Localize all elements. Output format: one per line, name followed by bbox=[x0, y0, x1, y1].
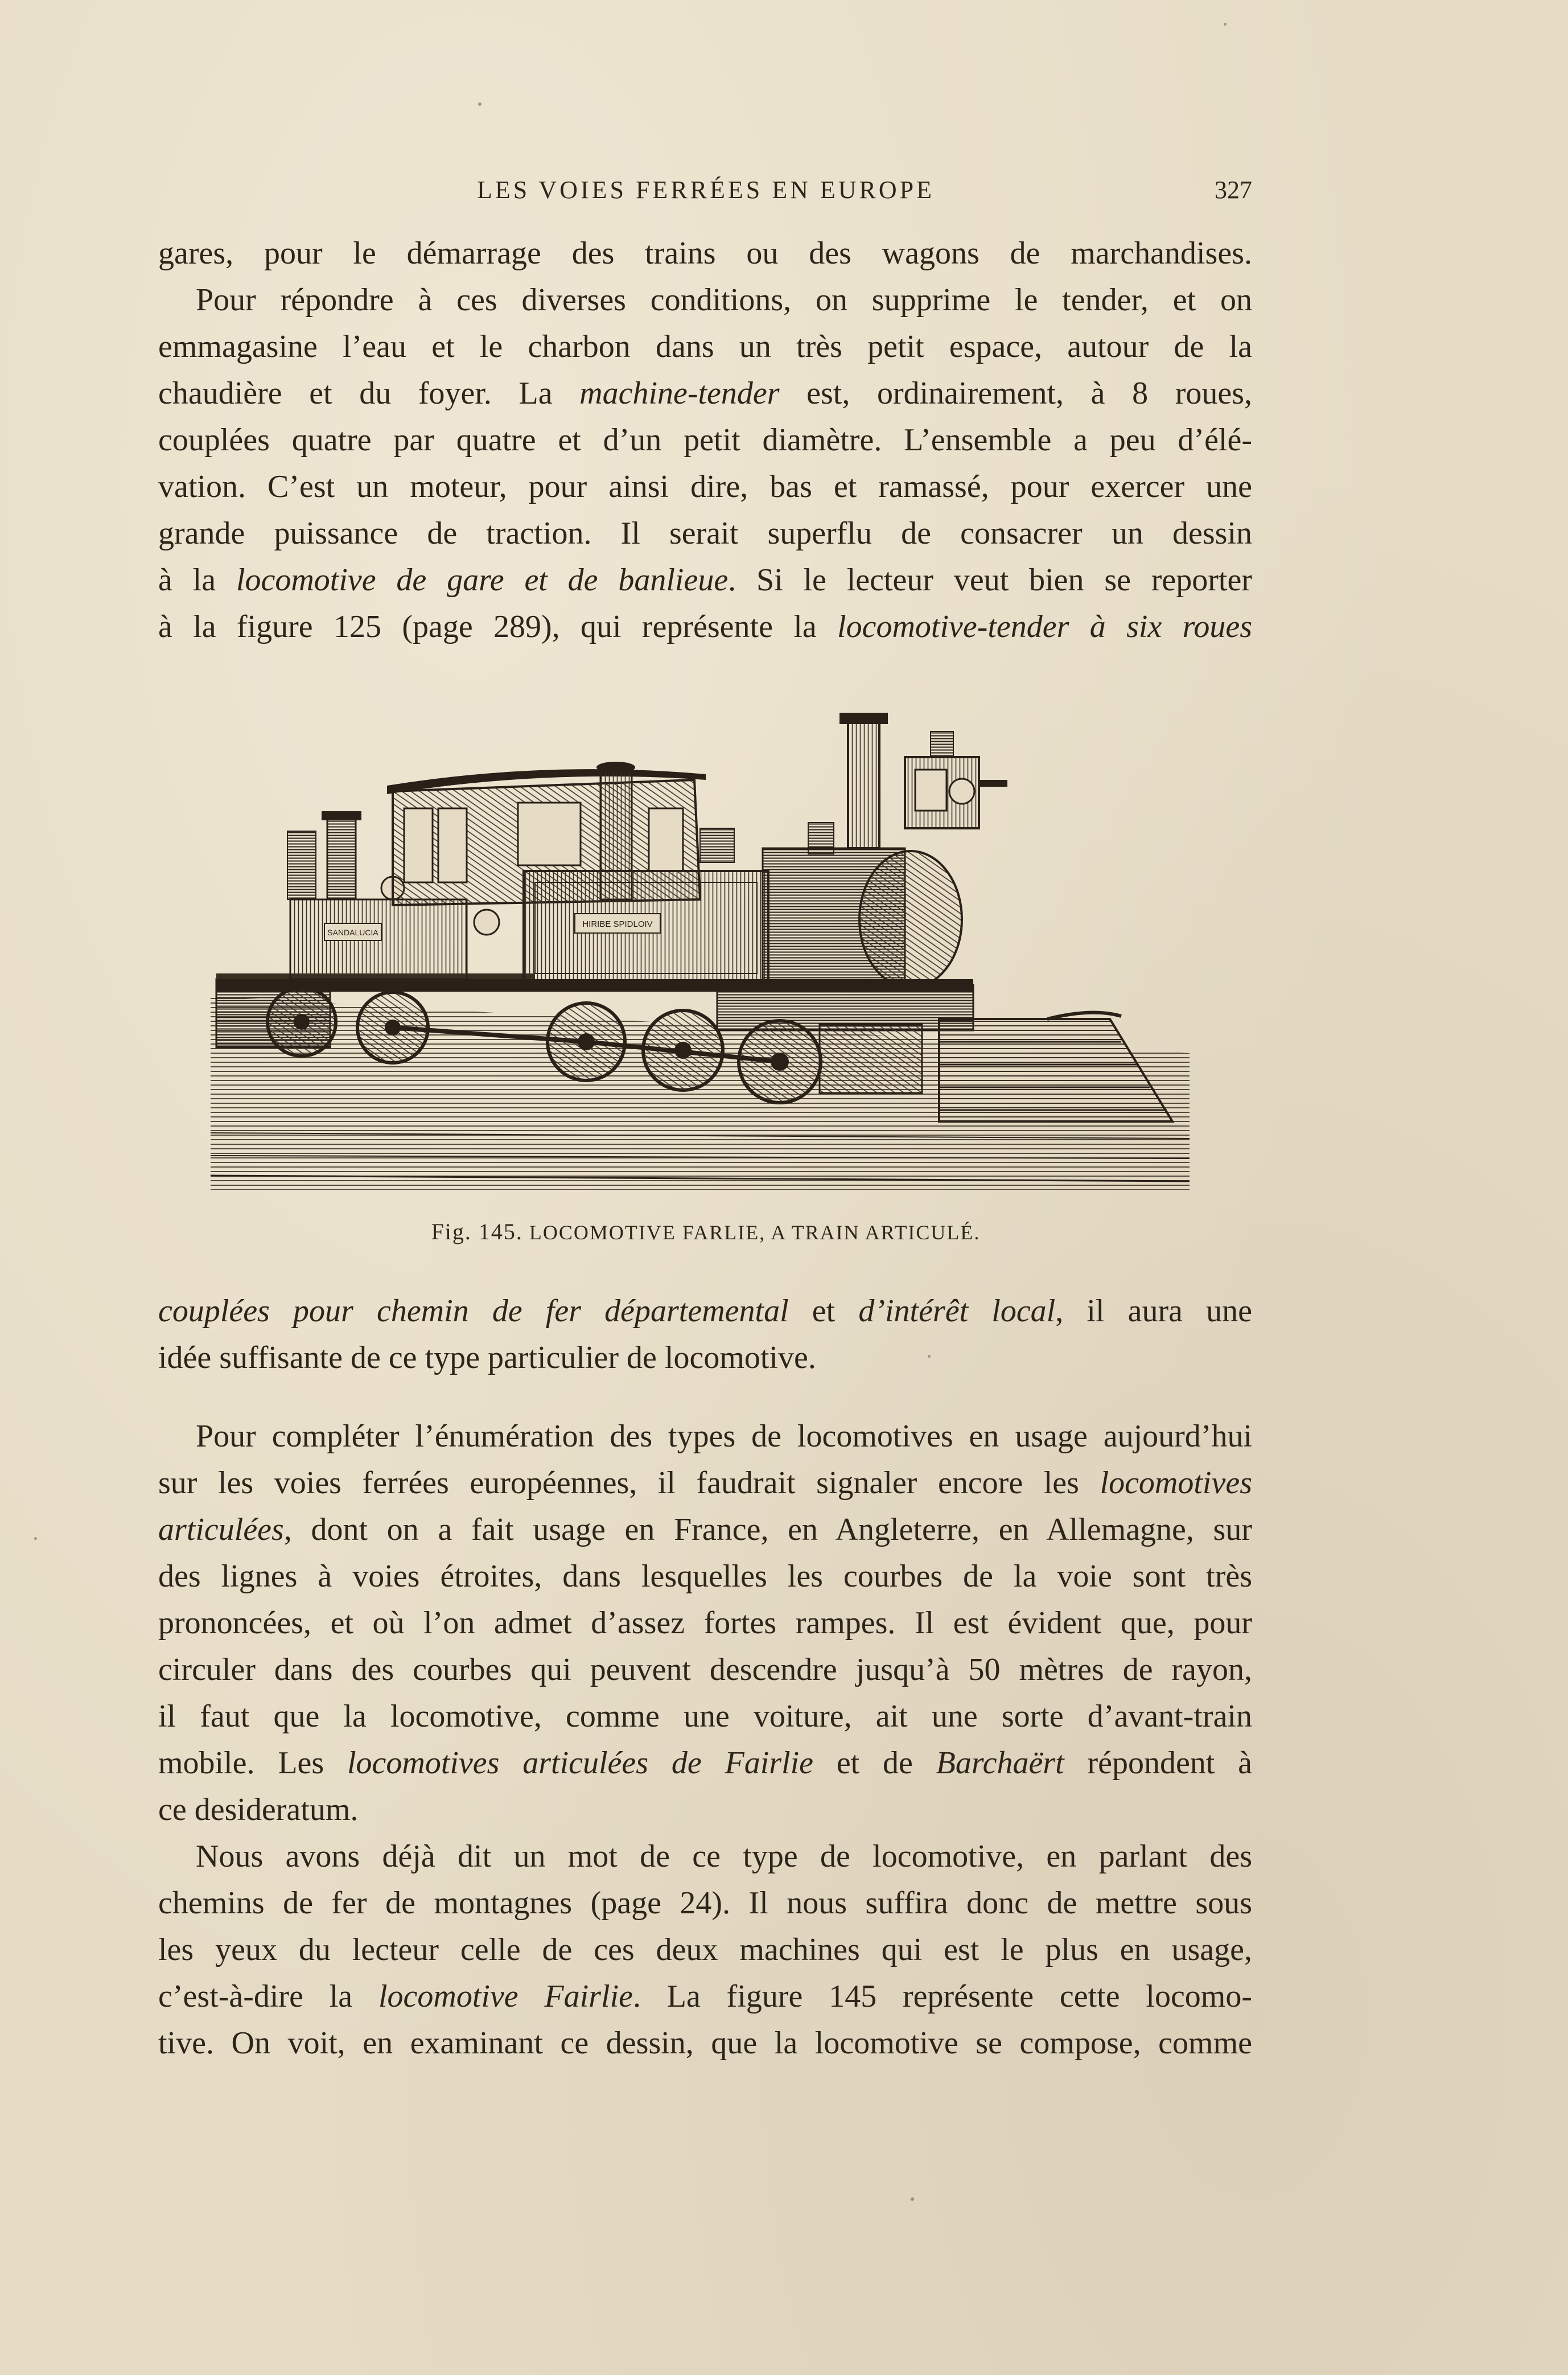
italic-text: locomotive-tender à six roues bbox=[837, 609, 1252, 644]
plate-right: HIRIBE SPIDLOIV bbox=[582, 919, 653, 929]
text-line: tive. On voit, en examinant ce dessin, que la locomotive se compose, comme bbox=[158, 2025, 1252, 2061]
roman-text: répondent à bbox=[1064, 1745, 1253, 1781]
text-line bbox=[158, 1288, 1252, 1334]
text-line: les yeux du lecteur celle de ces deux machines qui est le plus en usage, bbox=[158, 1932, 1252, 1967]
roman-text: est, ordinairement, à 8 roues, bbox=[779, 376, 1252, 411]
italic-text: locomotive Fairlie bbox=[378, 1979, 633, 2014]
text-line: emmagasine l’eau et le charbon dans un très petit espace, autour de la bbox=[158, 329, 1252, 364]
text-line: ce desideratum. bbox=[158, 1792, 359, 1827]
page-number: 327 bbox=[1215, 176, 1252, 204]
text-line bbox=[158, 1740, 1252, 1786]
running-head bbox=[159, 171, 1252, 216]
text-line: vation. C’est un moteur, pour ainsi dire, bas et ramassé, pour exercer une bbox=[158, 469, 1252, 504]
roman-text: , il aura une bbox=[1055, 1293, 1252, 1329]
caption-text: LOCOMOTIVE FARLIE, A TRAIN ARTICULÉ. bbox=[529, 1221, 981, 1244]
italic-text: locomotives bbox=[1100, 1465, 1252, 1501]
text-line bbox=[158, 557, 1252, 603]
italic-text: machine-tender bbox=[579, 376, 780, 411]
text-line bbox=[158, 1460, 1252, 1506]
text-line: gares, pour le démarrage des trains ou des wagons de marchandises. bbox=[158, 236, 1252, 271]
wheel bbox=[267, 988, 336, 1056]
roman-text: et bbox=[788, 1293, 859, 1329]
text-line: des lignes à voies étroites, dans lesquelles les courbes de la voie sont très bbox=[158, 1559, 1252, 1594]
italic-text: locomotives articulées de Fairlie bbox=[347, 1745, 814, 1781]
paper-speck bbox=[34, 1537, 37, 1540]
running-title: LES VOIES FERRÉES EN EUROPE bbox=[476, 176, 935, 204]
italic-text: locomotive de gare et de banlieue bbox=[236, 562, 729, 598]
paper-speck bbox=[928, 1355, 931, 1358]
headlamp bbox=[905, 732, 1007, 828]
roman-text: sur les voies ferrées européennes, il faudrait signaler encore les bbox=[158, 1465, 1100, 1501]
italic-text: couplées pour chemin de fer départemental bbox=[158, 1293, 789, 1329]
roman-text: à la bbox=[158, 562, 236, 598]
roman-text: à la figure 125 (page 289), qui représente la bbox=[158, 609, 838, 644]
plate-left: SANDALUCIA bbox=[327, 928, 378, 937]
text-line: Pour répondre à ces diverses conditions, on supprime le tender, et on bbox=[196, 282, 1252, 318]
paper-speck bbox=[1224, 23, 1227, 26]
text-line bbox=[158, 1506, 1252, 1553]
roman-text: , dont on a fait usage en France, en Angleterre, en Allemagne, sur bbox=[283, 1512, 1252, 1547]
roman-text: chaudière et du foyer. La bbox=[158, 376, 580, 411]
paper-speck bbox=[478, 102, 481, 106]
roman-text: . La figure 145 représente cette locomo- bbox=[633, 1979, 1253, 2014]
roman-text: et de bbox=[813, 1745, 936, 1781]
italic-text: d’intérêt local bbox=[858, 1293, 1056, 1329]
text-line: couplées quatre par quatre et d’un petit diamètre. L’ensemble a peu d’élé- bbox=[158, 422, 1252, 458]
text-line bbox=[158, 370, 1252, 417]
text-line: chemins de fer de montagnes (page 24). Il nous suffira donc de mettre sous bbox=[158, 1885, 1252, 1921]
text-line: prononcées, et où l’on admet d’assez fortes rampes. Il est évident que, pour bbox=[158, 1605, 1252, 1641]
roman-text: c’est-à-dire la bbox=[158, 1979, 378, 2014]
figure-caption bbox=[159, 1218, 1252, 1245]
caption-number: Fig. 145. bbox=[431, 1219, 523, 1244]
roman-text: . Si le lecteur veut bien se reporter bbox=[728, 562, 1252, 598]
text-line: circuler dans des courbes qui peuvent descendre jusqu’à 50 mètres de rayon, bbox=[158, 1652, 1252, 1687]
paragraph-bottom bbox=[158, 1413, 1252, 2066]
locomotive-engraving bbox=[205, 700, 1195, 1190]
text-line bbox=[158, 1973, 1252, 2020]
paragraph-top bbox=[158, 230, 1252, 650]
italic-text: Barchaërt bbox=[936, 1745, 1064, 1781]
text-line: Nous avons déjà dit un mot de ce type de locomotive, en parlant des bbox=[196, 1839, 1252, 1874]
text-line: idée suffisante de ce type particulier de locomotive. bbox=[158, 1340, 816, 1375]
text-line bbox=[158, 603, 1252, 650]
frame-rail bbox=[216, 979, 973, 992]
paragraph-mid bbox=[158, 1288, 1252, 1381]
text-line: il faut que la locomotive, comme une voiture, ait une sorte d’avant-train bbox=[158, 1699, 1252, 1734]
text-line: Pour compléter l’énumération des types de locomotives en usage aujourd’hui bbox=[196, 1419, 1252, 1454]
paper-speck bbox=[911, 2197, 914, 2201]
text-line: grande puissance de traction. Il serait superflu de consacrer un dessin bbox=[158, 516, 1252, 551]
italic-text: articulées bbox=[158, 1512, 284, 1547]
roman-text: mobile. Les bbox=[158, 1745, 347, 1781]
